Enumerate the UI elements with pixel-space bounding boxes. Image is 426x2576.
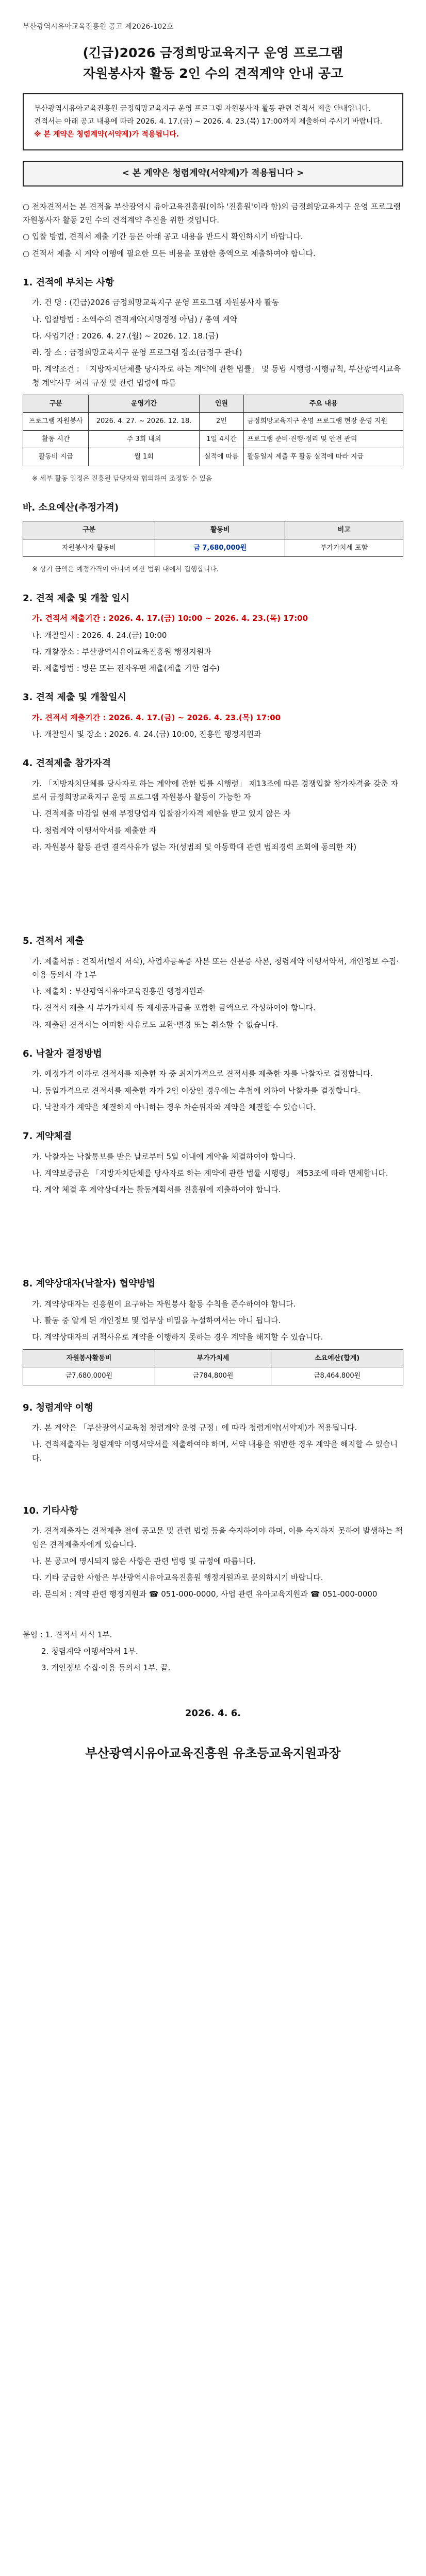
section-line: 다. 계약 체결 후 계약상대자는 활동계획서를 진흥원에 제출하여야 합니다.	[32, 1185, 281, 1195]
section-line: 가. 낙찰자는 낙찰통보를 받은 날로부터 5일 이내에 계약을 체결하여야 합니다.	[32, 1151, 296, 1161]
section-heading: 1. 견적에 부치는 사항	[23, 277, 114, 288]
footer-date: 2026. 4. 6.	[185, 1708, 241, 1719]
table-cell: 금정희망교육지구 운영 프로그램 현장 운영 지원	[244, 413, 403, 431]
section-line: 다. 기타 궁금한 사항은 부산광역시유아교육진흥원 행정지원과로 문의하시기 바랍니다.	[32, 1573, 323, 1583]
title-line-2: 자원봉사자 활동 2인 수의 견적계약 안내 공고	[83, 65, 343, 81]
table-cell: 월 1회	[89, 448, 199, 466]
table-row	[23, 430, 403, 448]
page-gap	[23, 1199, 403, 1261]
section-line: 마. 계약조건 : 「지방자치단체를 당사자로 하는 계약에 관한 법률」 및 동법 시행령·시행규칙, 부산광역시교육청 계약사무 처리 규정 및 관련 법령에 따름	[32, 364, 401, 387]
section-heading: 2. 견적 제출 및 개찰 일시	[23, 592, 130, 604]
table-header: 자원봉사활동비	[23, 1349, 155, 1367]
table-header: 구분	[23, 521, 155, 539]
intro-bullet: ○ 전자견적서는 본 견적을 부산광역시 유아교육진흥원(이하 '진흥원'이라 함)의 금정희망교육지구 운영 프로그램 자원봉사자 활동 2인 수의 견적계약 추진을 위한 것입니다.	[23, 201, 401, 225]
section-heading: 바. 소요예산(추정가격)	[23, 502, 119, 513]
table-row	[23, 539, 403, 557]
integrity-banner: < 본 계약은 청렴계약(서약제)가 적용됩니다 >	[23, 161, 403, 187]
table-cell: 활동비 지급	[23, 448, 89, 466]
section-line: 다. 개찰장소 : 부산광역시유아교육진흥원 행정지원과	[32, 647, 211, 656]
section-line: 다. 낙찰자가 계약을 체결하지 아니하는 경우 차순위자와 계약을 체결할 수 있습니다.	[32, 1102, 316, 1112]
section-line: 라. 자원봉사 활동 관련 결격사유가 없는 자(성범죄 및 아동학대 관련 범죄경력 조회에 동의한 자)	[32, 842, 357, 852]
footer-org: 부산광역시유아교육진흥원 유초등교육지원과장	[85, 1745, 341, 1760]
program-table	[23, 395, 403, 466]
table-header: 구분	[23, 395, 89, 413]
table-header: 활동비	[155, 521, 285, 539]
section-heading: 10. 기타사항	[23, 1505, 78, 1516]
budget-table	[23, 521, 403, 557]
table-row	[23, 1367, 403, 1385]
section-heading: 7. 계약체결	[23, 1131, 72, 1142]
section-line: 나. 활동 중 알게 된 개인정보 및 업무상 비밀을 누설하여서는 아니 됩니다.	[32, 1316, 281, 1326]
section-line: 나. 제출처 : 부산광역시유아교육진흥원 행정지원과	[32, 987, 204, 996]
section-heading: 8. 계약상대자(낙찰자) 협약방법	[23, 1278, 156, 1290]
table-header: 인원	[199, 395, 244, 413]
section-line: 가. 계약상대자는 진흥원이 요구하는 자원봉사 활동 수칙을 준수하여야 합니다.	[32, 1299, 296, 1309]
table-cell: 실적에 따름	[199, 448, 244, 466]
page-gap	[23, 1468, 403, 1488]
section-line: 라. 제출된 견적서는 어떠한 사유로도 교환·변경 또는 취소할 수 없습니다.	[32, 1020, 278, 1029]
table-header: 비고	[285, 521, 403, 539]
table-cell: 금8,464,800원	[271, 1367, 403, 1385]
section-line: 나. 견적제출자는 청렴계약 이행서약서를 제출하여야 하며, 서약 내용을 위반한 경우 계약을 해지할 수 있습니다.	[32, 1439, 398, 1463]
section-line: 가. 「지방자치단체를 당사자로 하는 계약에 관한 법률 시행령」 제13조에 따른 경쟁입찰 참가자격을 갖춘 자로서 금정희망교육지구 운영 프로그램 자원봉사 활동이 가능한 자	[32, 778, 398, 802]
table-cell: 1일 4시간	[199, 430, 244, 448]
table-cell: 금7,680,000원	[23, 1367, 155, 1385]
table-cell: 주 3회 내외	[89, 430, 199, 448]
summary-box	[23, 93, 403, 151]
section-heading: 3. 견적 제출 및 개찰일시	[23, 692, 126, 703]
section-line: 다. 청렴계약 이행서약서를 제출한 자	[32, 825, 157, 835]
document-title	[23, 43, 403, 84]
section-line: 나. 개찰일시 및 장소 : 2026. 4. 24.(금) 10:00, 진흥원 행정지원과	[32, 730, 261, 739]
table-header: 소요예산(합계)	[271, 1349, 403, 1367]
table-row	[23, 413, 403, 431]
page-gap	[23, 1604, 403, 1625]
section-line: 가. 건 명 : (긴급)2026 금정희망교육지구 운영 프로그램 자원봉사자 활동	[32, 298, 280, 308]
table-cell: 프로그램 자원봉사	[23, 413, 89, 431]
table-note: ※ 세부 활동 일정은 진흥원 담당자와 협의하여 조정할 수 있음	[32, 474, 212, 483]
section-line: 나. 견적제출 마감일 현재 부정당업자 입찰참가자격 제한을 받고 있지 않은 자	[32, 809, 291, 819]
section-line: 가. 제출서류 : 견적서(별지 서식), 사업자등록증 사본 또는 신분증 사본, 청렴계약 이행서약서, 개인정보 수집·이용 동의서 각 1부	[32, 956, 399, 979]
section-line: 가. 견적서 제출기간 : 2026. 4. 17.(금) 10:00 ~ 2026. 4. 23.(목) 17:00	[32, 614, 308, 623]
table-cell: 2026. 4. 27. ~ 2026. 12. 18.	[89, 413, 199, 431]
table-header: 주요 내용	[244, 395, 403, 413]
table-cell: 금784,800원	[155, 1367, 271, 1385]
section-line: 나. 계약보증금은 「지방자치단체를 당사자로 하는 계약에 관한 법률 시행령」 제53조에 따라 면제합니다.	[32, 1168, 388, 1178]
section-line: 나. 입찰방법 : 소액수의 견적계약(지명경쟁 아님) / 총액 계약	[32, 314, 237, 324]
section-line: 라. 문의처 : 계약 관련 행정지원과 ☎ 051-000-0000, 사업 관련 유아교육지원과 ☎ 051-000-0000	[32, 1589, 378, 1599]
summary-line: 견적서는 아래 공고 내용에 따라 2026. 4. 17.(금) ~ 2026. 4. 23.(목) 17:00까지 제출하여 주시기 바랍니다.	[34, 117, 383, 126]
table-row	[23, 448, 403, 466]
section-line: 라. 장 소 : 금정희망교육지구 운영 프로그램 장소(금정구 관내)	[32, 348, 242, 358]
table-cell: 금 7,680,000원	[155, 539, 285, 557]
section-heading: 5. 견적서 제출	[23, 936, 84, 947]
table-cell: 활동 시간	[23, 430, 89, 448]
attachment-line: 2. 청렴계약 이행서약서 1부.	[41, 1646, 138, 1656]
table-note: ※ 상기 금액은 예정가격이 아니며 예산 범위 내에서 집행합니다.	[32, 566, 219, 574]
attachment-heading: 붙임 : 1. 견적서 서식 1부.	[23, 1630, 112, 1639]
table-header: 부가가치세	[155, 1349, 271, 1367]
section-heading: 9. 청렴계약 이행	[23, 1402, 93, 1413]
cost-table	[23, 1349, 403, 1385]
page-gap	[23, 857, 403, 919]
section-line: 라. 제출방법 : 방문 또는 전자우편 제출(제출 기한 엄수)	[32, 664, 220, 673]
title-line-1: (긴급)2026 금정희망교육지구 운영 프로그램	[83, 45, 343, 60]
section-line: 나. 본 공고에 명시되지 않은 사항은 관련 법령 및 규정에 따릅니다.	[32, 1556, 256, 1566]
intro-bullet: ○ 입찰 방법, 견적서 제출 기간 등은 아래 공고 내용을 반드시 확인하시기 바랍니다.	[23, 232, 303, 242]
table-cell: 자원봉사자 활동비	[23, 539, 155, 557]
section-heading: 6. 낙찰자 결정방법	[23, 1048, 102, 1059]
section-line: 가. 본 계약은 「부산광역시교육청 청렴계약 운영 규정」에 따라 청렴계약(서약제)가 적용됩니다.	[32, 1423, 357, 1433]
summary-line: 부산광역시유아교육진흥원 금정희망교육지구 운영 프로그램 자원봉사자 활동 관련 견적서 제출 안내입니다.	[34, 104, 371, 113]
section-line: 다. 사업기간 : 2026. 4. 27.(월) ~ 2026. 12. 18.(금)	[32, 331, 219, 341]
table-header: 운영기간	[89, 395, 199, 413]
section-line: 가. 견적서 제출기간 : 2026. 4. 17.(금) ~ 2026. 4. 23.(목) 17:00	[32, 713, 281, 722]
section-line: 나. 동일가격으로 견적서를 제출한 자가 2인 이상인 경우에는 추첨에 의하여 낙찰자를 결정합니다.	[32, 1086, 361, 1095]
section-heading: 4. 견적제출 참가자격	[23, 758, 111, 769]
table-cell: 부가가치세 포함	[285, 539, 403, 557]
table-cell: 프로그램 준비·진행·정리 및 안전 관리	[244, 430, 403, 448]
attachment-line: 3. 개인정보 수집·이용 동의서 1부. 끝.	[41, 1663, 171, 1673]
section-line: 가. 예정가격 이하로 견적서를 제출한 자 중 최저가격으로 견적서를 제출한 자를 낙찰자로 결정합니다.	[32, 1069, 373, 1079]
intro-bullet: ○ 견적서 제출 시 계약 이행에 필요한 모든 비용을 포함한 총액으로 제출하여야 합니다.	[23, 248, 316, 258]
table-cell: 활동일지 제출 후 활동 실적에 따라 지급	[244, 448, 403, 466]
section-line: 가. 견적제출자는 견적제출 전에 공고문 및 관련 법령 등을 숙지하여야 하며, 이를 숙지하지 못하여 발생하는 책임은 견적제출자에게 있습니다.	[32, 1526, 403, 1549]
section-line: 나. 개찰일시 : 2026. 4. 24.(금) 10:00	[32, 630, 167, 640]
section-line: 다. 계약상대자의 귀책사유로 계약을 이행하지 못하는 경우 계약을 해지할 수 있습니다.	[32, 1332, 323, 1342]
notice-number: 부산광역시유아교육진흥원 공고 제2026-102호	[23, 23, 174, 31]
section-line: 다. 견적서 제출 시 부가가치세 등 제세공과금을 포함한 금액으로 작성하여야 합니다.	[32, 1003, 316, 1013]
summary-line-warning: ※ 본 계약은 청렴계약(서약제)가 적용됩니다.	[34, 130, 179, 139]
table-cell: 2인	[199, 413, 244, 431]
